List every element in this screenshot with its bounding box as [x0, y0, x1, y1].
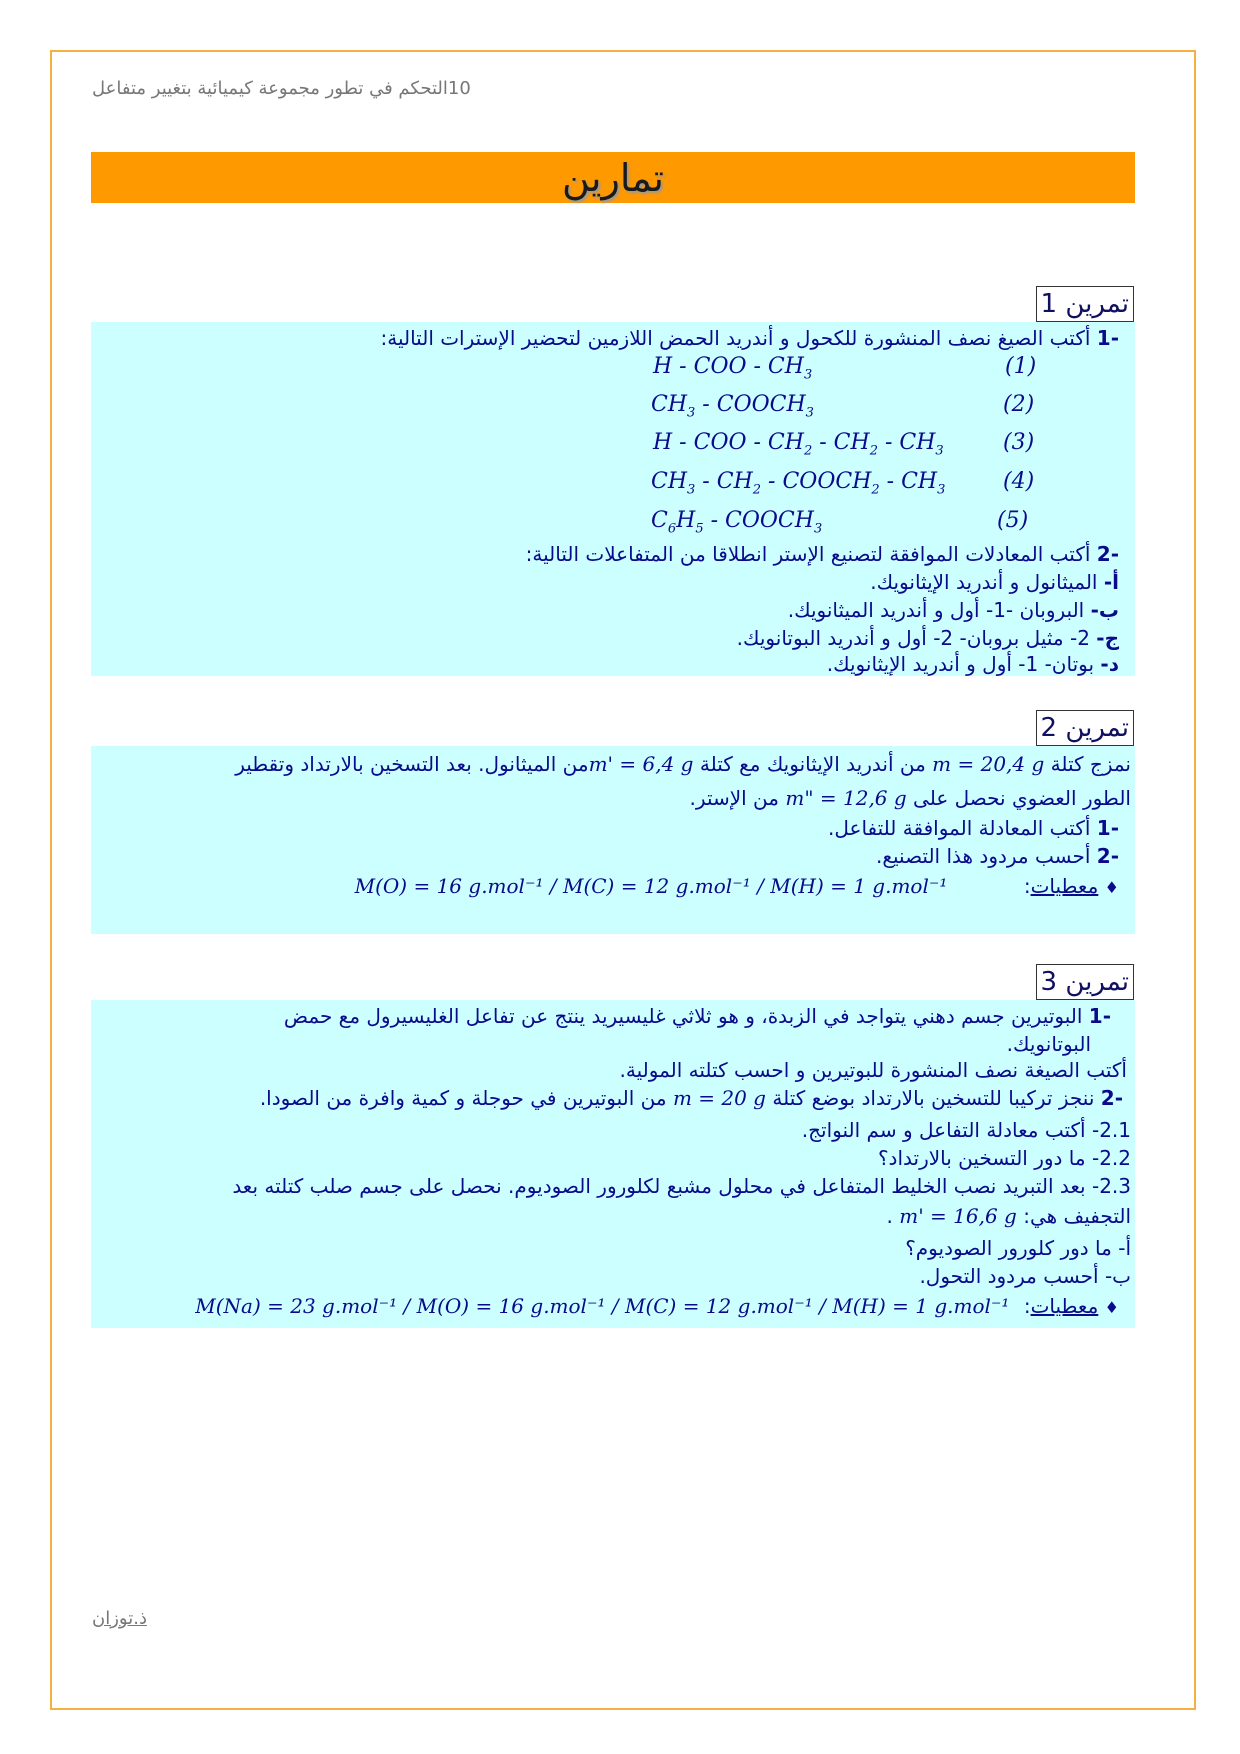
exercise-1-title: تمرين 1	[1036, 286, 1134, 322]
page-header: 10التحكم في تطور مجموعة كيميائية بتغيير متفاعل	[92, 78, 471, 99]
ex2-paragraph-line-1: نمزج كتلة m = 20,4 g من أندريد الإيثانويك مع كتلة m' = 6,4 gمن الميثانول. بعد التسخين بالارتداد وتقطير	[235, 752, 1131, 776]
ester-label-5: (5)	[997, 508, 1029, 533]
ex3-sub-2-1: 2.1- أكتب معادلة التفاعل و سم النواتج.	[801, 1118, 1131, 1142]
ester-label-1: (1)	[1005, 354, 1037, 379]
bullet-diamond-icon: ♦	[1104, 878, 1119, 897]
ex3-question-1-cont: البوتانويك.	[1006, 1032, 1091, 1056]
ex3-sub-2-2: 2.2- ما دور التسخين بالارتداد؟	[877, 1146, 1131, 1170]
title-banner	[91, 152, 1135, 203]
exercise-2-title: تمرين 2	[1036, 710, 1134, 746]
ester-label-4: (4)	[1003, 469, 1035, 494]
ester-formula-5: $C_6H_5$ - $COOCH_3$	[651, 508, 823, 537]
exercise-3-box	[91, 1000, 1135, 1328]
ex3-question-1: -1 البوتيرين جسم دهني يتواجد في الزبدة، و هو ثلاثي غليسيريد ينتج عن تفاعل الغليسيرول مع حمض	[283, 1004, 1111, 1028]
ester-formula-3: H - COO - $CH_2 - CH_2 - CH_3$	[653, 430, 944, 459]
ester-formula-4: $CH_3 - CH_2$ - $COOCH_2 - CH_3$	[651, 469, 946, 498]
ex1-item-d: د- بوتان- 1- أول و أندريد الإيثانويك.	[826, 652, 1119, 676]
bullet-diamond-icon: ♦	[1104, 1298, 1119, 1317]
ester-formula-2: $CH_3$ - $COOCH_3$	[651, 392, 814, 421]
ester-formula-1: H - COO - $CH_3$	[653, 354, 813, 383]
exercise-2-box	[91, 746, 1135, 934]
banner-title: تمارين	[562, 156, 664, 200]
ex1-item-b: ب- البروبان -1- أول و أندريد الميثانويك.	[787, 598, 1119, 622]
ex3-data: ♦ معطيات: M(Na) = 23 g.mol⁻¹ / M(O) = 16 g.mol⁻¹ / M(C) = 12 g.mol⁻¹ / M(H) = 1 g.mol⁻¹	[195, 1294, 1119, 1318]
exercise-1-box	[91, 322, 1135, 676]
ex3-sub-2-3: 2.3- بعد التبريد نصب الخليط المتفاعل في محلول مشبع لكلورور الصوديوم. نحصل على جسم صلب كتلته بعد	[232, 1174, 1131, 1198]
ex2-question-2: -2 أحسب مردود هذا التصنيع.	[876, 844, 1119, 868]
ex3-sub-a: أ- ما دور كلورور الصوديوم؟	[905, 1236, 1131, 1260]
ex3-question-2: -2 ننجز تركيبا للتسخين بالارتداد بوضع كتلة m = 20 g من البوتيرين في حوجلة و كمية وافرة من الصودا.	[259, 1086, 1123, 1110]
page-footer: ذ.توزان	[92, 1608, 147, 1629]
ex1-item-c: ج- 2- مثيل بروبان- 2- أول و أندريد البوتانويك.	[736, 626, 1119, 650]
ex1-question-2: -2 أكتب المعادلات الموافقة لتصنيع الإستر انطلاقا من المتفاعلات التالية:	[525, 542, 1119, 566]
ex2-question-1: -1 أكتب المعادلة الموافقة للتفاعل.	[828, 816, 1119, 840]
ex3-sub-2-3-cont: التجفيف هي: m' = 16,6 g .	[886, 1204, 1131, 1228]
ex1-item-a: أ- الميثانول و أندريد الإيثانويك.	[870, 570, 1119, 594]
ex3-sub-b: ب- أحسب مردود التحول.	[919, 1264, 1131, 1288]
ex2-data: ♦ معطيات: M(O) = 16 g.mol⁻¹ / M(C) = 12 g.mol⁻¹ / M(H) = 1 g.mol⁻¹	[354, 874, 1119, 898]
ex1-question-1: -1 أكتب الصيغ نصف المنشورة للكحول و أندريد الحمض اللازمين لتحضير الإسترات التالية:	[380, 326, 1119, 350]
ester-label-3: (3)	[1003, 430, 1035, 455]
ex3-question-1-task: أكتب الصيغة نصف المنشورة للبوتيرين و احسب كتلته المولية.	[619, 1058, 1127, 1082]
ex2-paragraph-line-2: الطور العضوي نحصل على m" = 12,6 g من الإستر.	[689, 786, 1131, 810]
exercise-3-title: تمرين 3	[1036, 964, 1134, 1000]
ester-label-2: (2)	[1003, 392, 1035, 417]
